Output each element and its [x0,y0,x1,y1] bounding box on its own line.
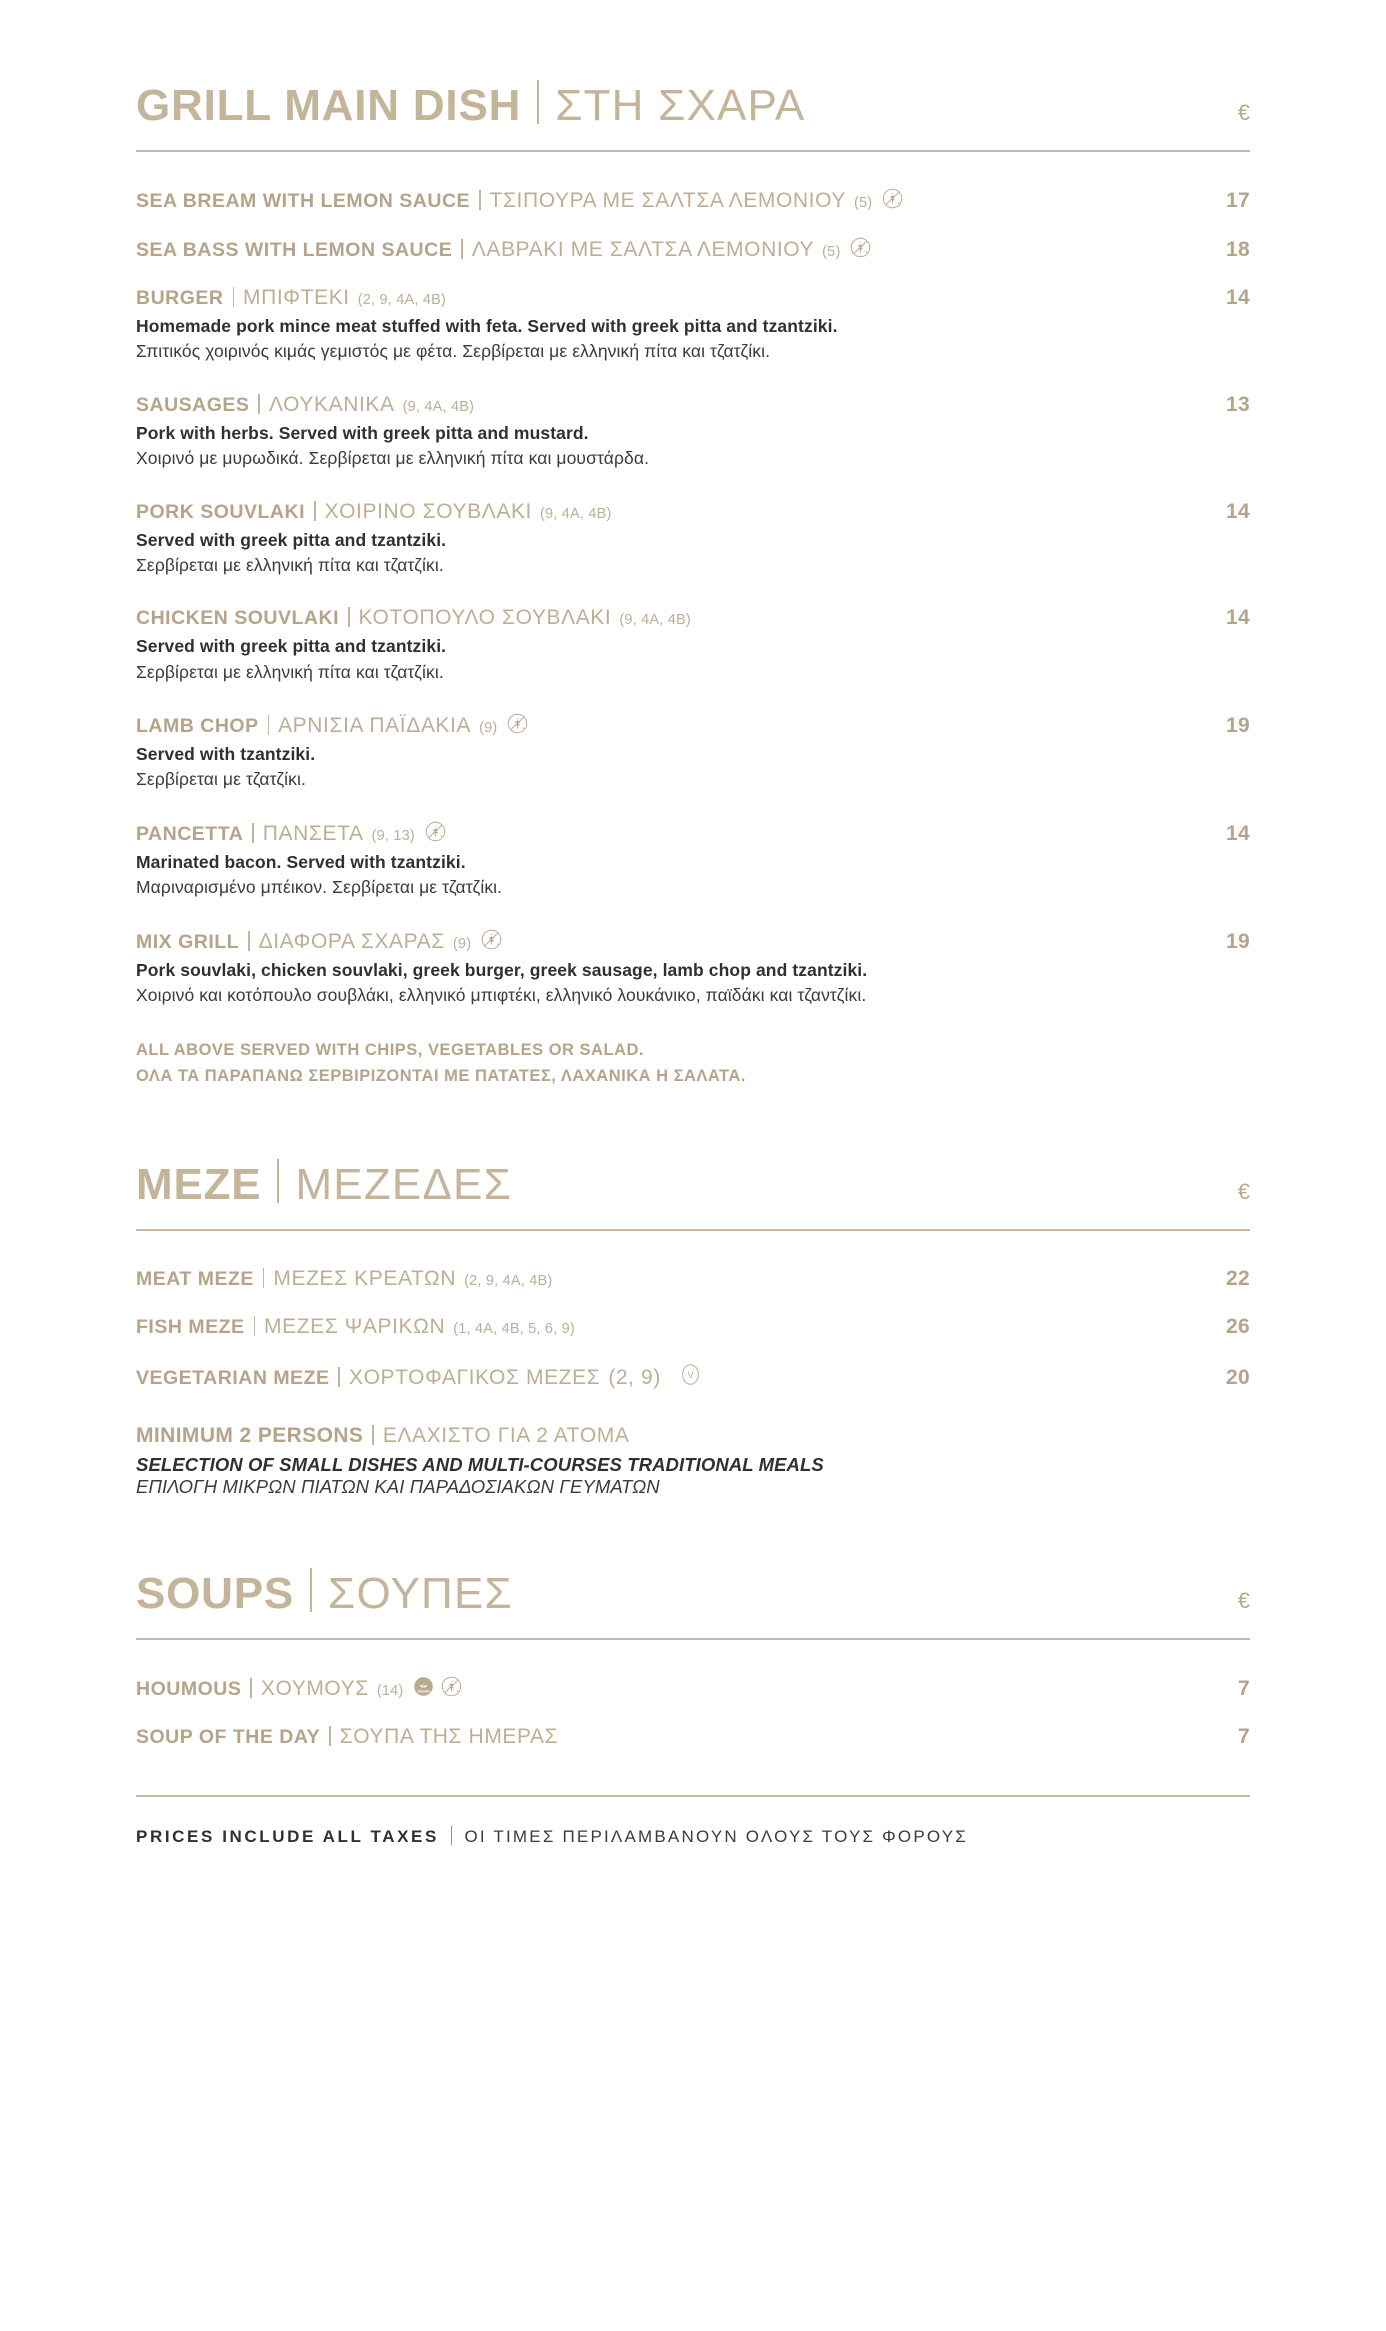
item-badges [413,1676,462,1697]
menu-section-grill [136,76,1250,1089]
item-price: 14 [1226,286,1250,309]
item-price: 19 [1226,714,1250,737]
section-title-en: SOUPS [136,1569,295,1619]
name-separator [329,1726,331,1746]
name-separator [258,394,260,414]
menu-item-header [136,1313,1250,1339]
footer-separator [451,1826,453,1845]
item-description-en: Served with greek pitta and tzantziki. [136,529,447,550]
item-name-gr: ΧΟΥΜΟΥΣ [260,1677,369,1701]
item-price: 18 [1226,238,1250,261]
item-description-gr: Σερβίρεται με τζατζίκι. [136,769,306,790]
item-price: 7 [1238,1725,1250,1749]
menu-item-names [136,819,1190,845]
menu-item-names [136,1361,1190,1390]
menu-item-header [136,284,1250,310]
item-badges [507,713,528,734]
section-title-gr: ΣΟΥΠΕΣ [328,1569,513,1619]
item-description-gr: Χοιρινό και κοτόπουλο σουβλάκι, ελληνικό μπιφτέκι, ελληνικό λουκάνικο, παϊδάκι και τζαντζίκι. [136,984,867,1005]
menu-item-header [136,1674,1250,1701]
menu-item[interactable] [136,1313,1250,1339]
menu-item[interactable] [136,498,1250,579]
item-name-gr: ΜΠΙΦΤΕΚΙ [243,286,350,309]
section-title [136,1155,1190,1210]
section-divider [136,1229,1250,1231]
item-name-en: VEGETARIAN MEZE [136,1367,330,1390]
item-name-gr: ΧΟΙΡΙΝΟ ΣΟΥΒΛΑΚΙ [324,499,532,523]
minimum-persons-gr: ΕΛΑΧΙΣΤΟ ΓΙΑ 2 ΑΤΟΜΑ [382,1424,630,1448]
item-description-gr: Χοιρινό με μυρωδικά. Σερβίρεται με ελληνική πίτα και μουστάρδα. [136,448,650,469]
section-title-gr: ΜΕΖΕΔΕΣ [295,1160,512,1210]
title-separator [310,1568,312,1612]
minimum-persons-header [136,1422,1250,1448]
item-name-gr: ΜΕΖΕΣ ΚΡΕΑΤΩΝ [273,1267,457,1291]
name-separator [254,1316,256,1336]
menu-item[interactable] [136,604,1250,685]
menu-item-names [136,604,1190,629]
item-price: 19 [1226,929,1250,953]
footer-label-en: PRICES INCLUDE ALL TAXES [136,1827,439,1847]
menu-item-names [136,1723,1190,1748]
item-price: 14 [1226,821,1250,845]
menu-item-header [136,1361,1250,1390]
item-allergens: (9) [452,935,472,952]
item-allergens: (9, 4A, 4B) [402,398,475,415]
svg-text:V: V [687,1370,694,1381]
name-separator [248,931,250,951]
gluten-free-icon [882,188,903,209]
item-allergens: (9, 4A, 4B) [540,505,612,522]
menu-section-meze [136,1155,1250,1498]
title-separator [537,80,539,124]
section-divider [136,1638,1250,1640]
menu-item-header [136,498,1250,524]
section-title [136,1564,1190,1619]
menu-item-names [136,1313,1190,1338]
menu-item-header [136,819,1250,846]
item-description-gr: Σερβίρεται με ελληνική πίτα και τζατζίκι. [136,554,444,575]
menu-item-header [136,604,1250,630]
item-allergens: (2, 9, 4A, 4B) [357,292,446,308]
menu-item[interactable] [136,391,1250,472]
menu-item-header [136,1723,1250,1749]
item-name-en: MEAT MEZE [136,1268,254,1291]
item-allergens: (9, 13) [371,827,415,844]
menu-item-names [136,927,1190,953]
name-separator [314,501,316,521]
item-name-gr: ΤΣΙΠΟΥΡΑ ΜΕ ΣΑΛΤΣΑ ΛΕΜΟΝΙΟΥ [489,189,846,212]
section-header-soups [136,1564,1250,1619]
footer-note [136,1823,1250,1847]
currency-symbol: € [1237,100,1250,125]
item-allergens: (9, 4A, 4B) [619,612,691,629]
item-name-en: CHICKEN SOUVLAKI [136,607,340,630]
name-separator [252,823,254,843]
menu-item-names [136,711,1190,737]
section-note-en: ALL ABOVE SERVED WITH CHIPS, VEGETABLES OR SALAD. [136,1041,644,1060]
item-description-en: Served with greek pitta and tzantziki. [136,636,447,657]
svg-text:VEGAN: VEGAN [417,1689,431,1694]
item-name-gr: ΑΡΝΙΣΙΑ ΠΑΪΔΑΚΙΑ [278,714,472,737]
item-name-gr: ΔΙΑΦΟΡΑ ΣΧΑΡΑΣ [258,929,445,953]
name-separator [263,1268,265,1288]
item-name-en: MIX GRILL [136,930,240,953]
item-allergens: (14) [376,1683,404,1700]
selection-text-gr: ΕΠΙΛΟΓΗ ΜΙΚΡΩΝ ΠΙΑΤΩΝ ΚΑΙ ΠΑΡΑΔΟΣΙΑΚΩΝ ΓΕΥΜΑΤΩΝ [136,1476,660,1498]
menu-item-names [136,284,1190,309]
item-name-gr: ΛΟΥΚΑΝΙΚΑ [268,392,395,416]
menu-item[interactable] [136,711,1250,793]
item-name-gr: ΚΟΤΟΠΟΥΛΟ ΣΟΥΒΛΑΚΙ [358,606,612,630]
name-separator [461,239,463,259]
name-separator [479,190,481,210]
title-separator [277,1159,279,1203]
item-price: 7 [1238,1677,1250,1701]
item-name-en: HOUMOUS [136,1678,242,1701]
section-note-gr: ΟΛΑ ΤΑ ΠΑΡΑΠΑΝΩ ΣΕΡΒΙΡΙΖΟΝΤΑΙ ΜΕ ΠΑΤΑΤΕΣ, ΛΑΧΑΝΙΚΑ Η ΣΑΛΑΤΑ. [136,1066,746,1085]
menu-item-names [136,235,1190,261]
menu-item[interactable] [136,1361,1250,1390]
item-price: 20 [1226,1366,1250,1390]
item-price: 22 [1226,1267,1250,1291]
item-price: 26 [1226,1315,1250,1339]
item-name-en: SAUSAGES [136,393,250,416]
menu-item[interactable] [136,186,1250,213]
minimum-persons-en: MINIMUM 2 PERSONS [136,1424,364,1448]
item-name-gr: ΛΑΒΡΑΚΙ ΜΕ ΣΑΛΤΣΑ ΛΕΜΟΝΙΟΥ [471,238,815,261]
item-badges [679,1363,702,1386]
vegan-icon [413,1676,434,1697]
item-name-en: PANCETTA [136,822,244,845]
item-name-en: FISH MEZE [136,1316,245,1339]
item-price: 14 [1226,499,1250,523]
item-description-gr: Σερβίρεται με ελληνική πίτα και τζατζίκι. [136,661,444,682]
item-badges [882,188,903,209]
item-badges [425,821,446,842]
section-title [136,76,1190,128]
item-name-gr: ΜΕΖΕΣ ΨΑΡΙΚΩΝ [264,1315,446,1339]
name-separator [348,607,350,627]
menu-item-names [136,391,1190,416]
name-separator [338,1367,340,1387]
section-spacer [136,1498,1250,1564]
item-description-en: Homemade pork mince meat stuffed with feta. Served with greek pitta and tzantziki. [136,316,838,336]
item-price: 14 [1226,606,1250,630]
item-allergens: (2, 9, 4A, 4B) [464,1273,553,1290]
section-title-en: MEZE [136,1160,262,1210]
menu-item[interactable] [136,235,1250,262]
item-name-en: BURGER [136,287,224,309]
item-name-gr: ΣΟΥΠΑ ΤΗΣ ΗΜΕΡΑΣ [339,1725,559,1749]
menu-item-header [136,711,1250,738]
item-badges [850,237,871,258]
minimum-separator [372,1425,374,1445]
item-name-en: SEA BASS WITH LEMON SAUCE [136,239,453,261]
item-allergens: (5) [822,244,841,260]
item-allergens: (1, 4A, 4B, 5, 6, 9) [453,1321,575,1338]
menu-item[interactable] [136,927,1250,1009]
item-name-en: SOUP OF THE DAY [136,1726,321,1749]
menu-item[interactable] [136,819,1250,901]
section-header-grill [136,76,1250,128]
gluten-free-icon [850,237,871,258]
gluten-free-icon [425,821,446,842]
item-name-en: PORK SOUVLAKI [136,500,306,523]
item-name-en: SEA BREAM WITH LEMON SAUCE [136,190,471,212]
gluten-free-icon [507,713,528,734]
currency-symbol: € [1237,1179,1250,1205]
item-description-en: Pork souvlaki, chicken souvlaki, greek burger, greek sausage, lamb chop and tzantziki. [136,959,868,980]
footer-divider [136,1795,1250,1797]
menu-item-header [136,1265,1250,1291]
menu-item-header [136,927,1250,954]
item-price: 17 [1226,189,1250,212]
menu-item-names [136,498,1190,523]
menu-item[interactable] [136,1723,1250,1749]
item-allergens: (2, 9) [608,1366,661,1390]
vegetarian-icon [679,1363,702,1386]
item-allergens: (9) [479,720,498,736]
item-description-gr: Σπιτικός χοιρινός κιμάς γεμιστός με φέτα. Σερβίρεται με ελληνική πίτα και τζατζίκι. [136,341,771,362]
name-separator [250,1678,252,1698]
item-description-en: Served with tzantziki. [136,744,316,764]
menu-item-names [136,1265,1190,1290]
item-name-en: LAMB CHOP [136,715,259,737]
name-separator [233,287,235,307]
menu-item-header [136,391,1250,417]
footer-label-gr: ΟΙ ΤΙΜΕΣ ΠΕΡΙΛΑΜΒΑΝΟΥΝ ΟΛΟΥΣ ΤΟΥΣ ΦΟΡΟΥΣ [464,1827,968,1847]
gluten-free-icon [481,929,502,950]
selection-text-en: SELECTION OF SMALL DISHES AND MULTI-COURSES TRADITIONAL MEALS [136,1454,824,1476]
item-description-en: Pork with herbs. Served with greek pitta and mustard. [136,422,589,443]
menu-item-header [136,235,1250,262]
section-note [136,1038,1250,1089]
item-description-gr: Μαριναρισμένο μπέικον. Σερβίρεται με τζατζίκι. [136,877,503,898]
item-price: 13 [1226,392,1250,416]
menu-sections [136,76,1250,1749]
section-title-en: GRILL MAIN DISH [136,81,522,130]
section-header-meze [136,1155,1250,1210]
menu-section-soups [136,1564,1250,1749]
currency-symbol: € [1237,1588,1250,1614]
minimum-persons-block [136,1422,1250,1498]
item-name-gr: ΧΟΡΤΟΦΑΓΙΚΟΣ ΜΕΖΕΣ [348,1366,601,1390]
item-description-en: Marinated bacon. Served with tzantziki. [136,851,466,872]
item-name-gr: ΠΑΝΣΕΤΑ [262,821,364,845]
section-spacer [136,1089,1250,1155]
section-divider [136,150,1250,152]
menu-item-names [136,1674,1190,1700]
name-separator [268,715,270,735]
section-title-gr: ΣΤΗ ΣΧΑΡΑ [555,81,806,130]
menu-item[interactable] [136,1265,1250,1291]
item-allergens: (5) [854,195,873,211]
top-spacer [136,0,1250,76]
menu-item-header [136,186,1250,213]
gluten-free-icon [441,1676,462,1697]
menu-item-names [136,186,1190,212]
menu-item[interactable] [136,1674,1250,1701]
menu-item[interactable] [136,284,1250,365]
item-badges [481,929,502,950]
